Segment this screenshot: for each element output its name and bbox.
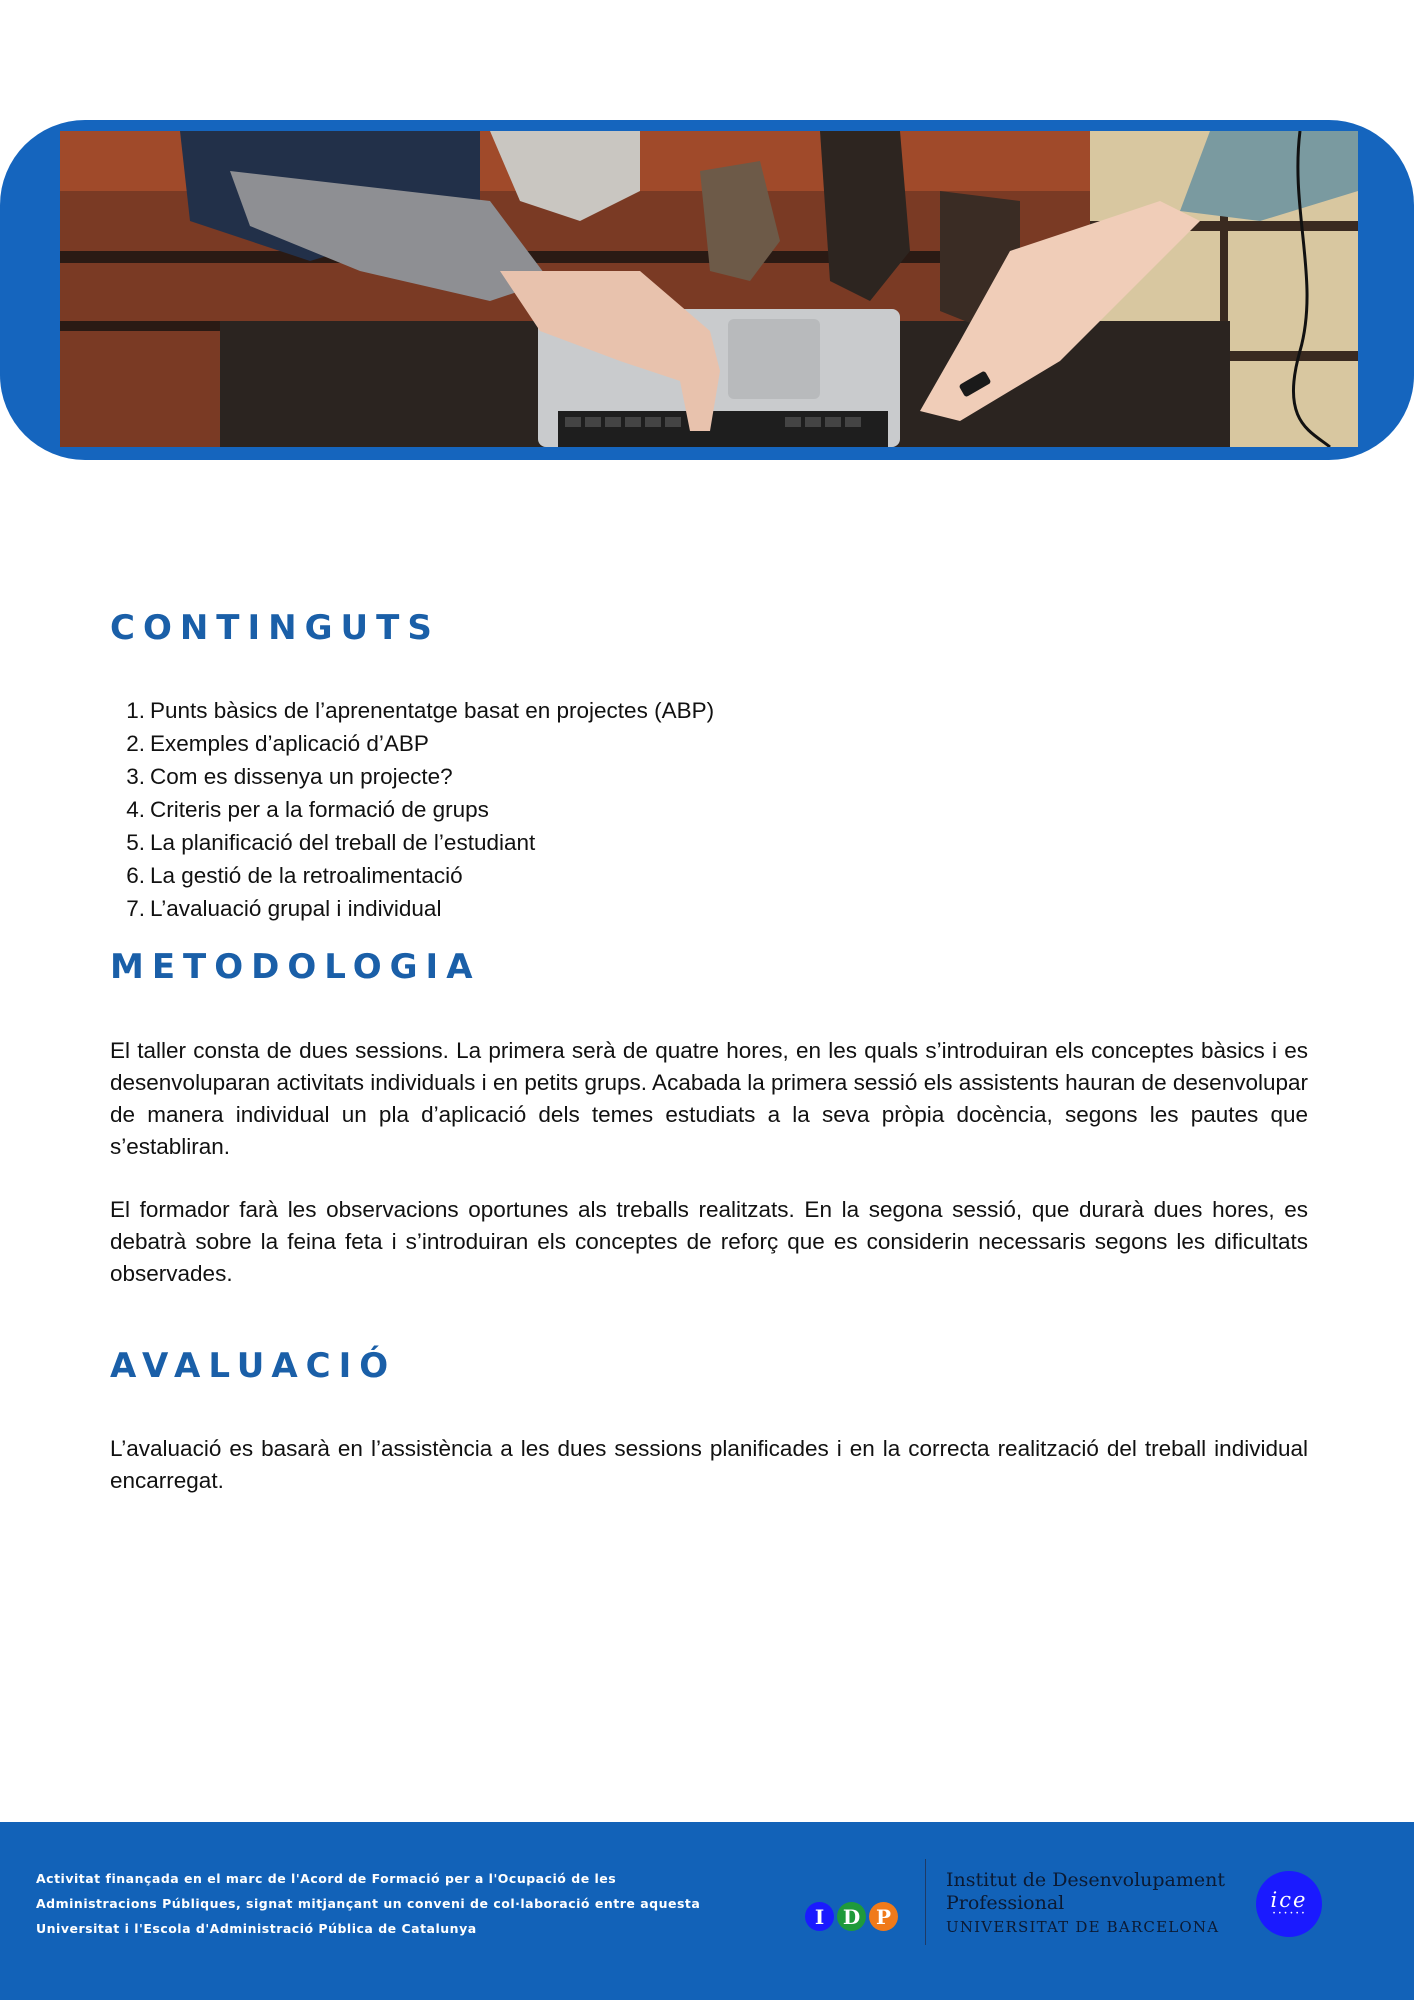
- ice-logo-dots: • • • • • •: [1273, 1911, 1305, 1917]
- methodology-paragraph-1: El taller consta de dues sessions. La primera serà de quatre hores, en les quals s’introduiran els conceptes bàsics i es desenvoluparan activitats individuals i en petits grups. Acabada la primera sessió els assistents hauran de desenvolupar de manera individual un pla d’aplicació dels temes estudiats a la seva pròpia docència, segons les pautes que s’establiran.: [110, 1038, 1308, 1159]
- idp-logo-letter-d: D: [837, 1902, 866, 1931]
- list-item: 4. Criteris per a la formació de grups: [126, 797, 489, 822]
- contents-list: [110, 694, 1310, 925]
- section-title-metodologia: METODOLOGIA: [110, 947, 481, 987]
- idp-logo: [805, 1902, 898, 1931]
- hero-photo-laptop-hands: [60, 131, 1358, 447]
- footer-funding-text: Activitat finançada en el marc de l'Acord de Formació per a l'Ocupació de les Administracions Públiques, signat mitjançant un conveni de col·laboració entre aquesta Universitat i l'Escola d'Administració Pública de Catalunya: [36, 1871, 701, 1936]
- methodology-paragraph-2: El formador farà les observacions oportunes als treballs realitzats. En la segona sessió, que durarà dues hores, es debatrà sobre la feina feta i s’introduiran els conceptes de reforç que es considerin necessaris segons les dificultats observades.: [110, 1197, 1308, 1286]
- list-item: 2. Exemples d’aplicació d’ABP: [126, 731, 429, 756]
- footer: [0, 1822, 1414, 2000]
- institute-name: Institut de Desenvolupament Professional: [946, 1869, 1226, 1914]
- list-item: 3. Com es dissenya un projecte?: [126, 764, 453, 789]
- idp-logo-letter-p: P: [869, 1902, 898, 1931]
- section-title-avaluacio: AVALUACIÓ: [110, 1346, 397, 1386]
- section-title-continguts: CONTINGUTS: [110, 608, 440, 648]
- list-item: 6. La gestió de la retroalimentació: [126, 863, 463, 888]
- list-item: 5. La planificació del treball de l’estudiant: [126, 830, 536, 855]
- idp-logo-letter-i: I: [805, 1902, 834, 1931]
- evaluation-paragraph: L’avaluació es basarà en l’assistència a les dues sessions planificades i en la correcta realització del treball individual encarregat.: [110, 1436, 1308, 1493]
- list-item: 7. L’avaluació grupal i individual: [126, 896, 442, 921]
- list-item: 1. Punts bàsics de l’aprenentatge basat en projectes (ABP): [126, 698, 715, 723]
- ice-logo: ice • • • • • •: [1256, 1871, 1322, 1937]
- footer-divider: [925, 1859, 926, 1945]
- university-name: UNIVERSITAT DE BARCELONA: [946, 1918, 1220, 1936]
